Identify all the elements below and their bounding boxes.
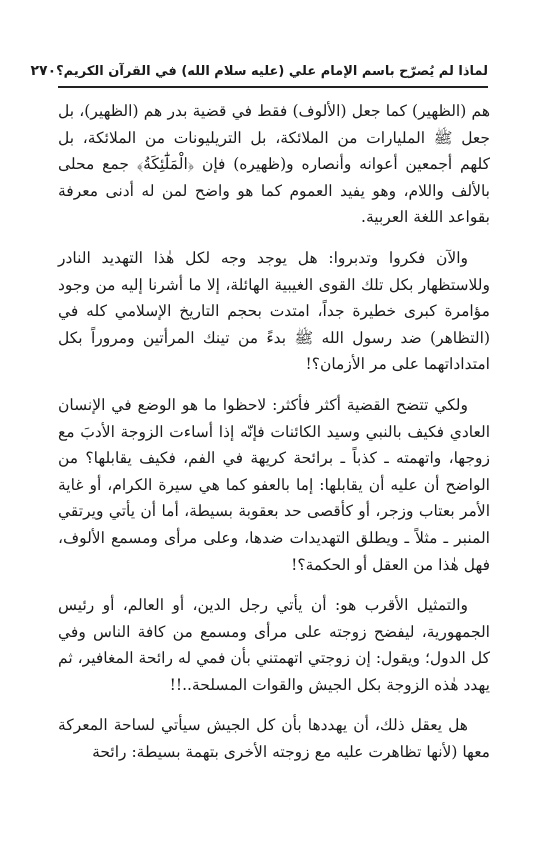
- paragraph-5: هل يعقل ذلك، أن يهددها بأن كل الجيش سيأتي لساحة المعركة معها (لأنها تظاهرت عليه مع زوجته الأخرى بتهمة بسيطة: رائحة: [58, 716, 490, 762]
- paragraph-2: والآن فكروا وتدبروا: هل يوجد وجه لكل هٰذا التهديد النادر وللاستظهار بكل تلك القوى الغيبية الهائلة، إلا ما أشرنا إليه من وجود مؤامرة كبرى خطيرة جداً، امتدت بحجم التاريخ الإسلامي كله في (التظاهر) ضد رسول الله ﷺ بدءً من تينك المرأتين ومروراً بكل امتداداتهما على مر الأزمان؟!: [58, 248, 490, 374]
- page-header: [30, 58, 488, 88]
- paragraph-1: هم (الظهير) كما جعل (الألوف) فقط في قضية بدر هم (الظهير)، بل جعل ﷺ المليارات من الملائكة، بل التريليونات من الملائكة، بل كلهم أجمعين أعوانه وأنصاره و(ظهيره) فإن ﴿الْمَلَٰٓئِكَةُ﴾ جمع محلى بالألف واللام، وهو يفيد العموم كما هو واضح لمن له أدنى معرفة بقواعد اللغة العربية.: [58, 102, 490, 227]
- page-number: ٢٧٠: [30, 63, 57, 79]
- paragraph-4: والتمثيل الأقرب هو: أن يأتي رجل الدين، أو العالم، أو رئيس الجمهورية، ليفضح زوجته على مرأى ومسمع من كافة الناس وفي كل الدول؛ ويقول: إن زوجتي اتهمتني بأن فمي له رائحة المغافير، ثم يهدد هٰذه الزوجة بكل الجيش والقوات المسلحة..!!: [58, 596, 490, 694]
- running-title: لماذا لم يُصرّح باسم الإمام علي (عليه سلام الله) في القرآن الكريم؟: [56, 63, 488, 79]
- body-text: [58, 98, 490, 780]
- paragraph-3: ولكي تتضح القضية أكثر فأكثر: لاحظوا ما هو الوضع في الإنسان العادي فكيف بالنبي وسيد الكائنات فإنّه إذا أساءت الزوجة الأدبَ مع زوجها، واتهمته ـ كذباً ـ برائحة كريهة في الفم، فكيف يقابلها؟ من الواضح أن عليه أن يقابلها: إما بالعفو كما هي سيرة الكرام، أو غاية الأمر بعتاب وزجر، أو كأقصى حد بعقوبة بسيطة، أما أن يأتي ويرتقي المنبر ـ مثلاً ـ ويطلق التهديدات ضدها، وعلى مرأى ومسمع الألوف، فهل هٰذا من العقل أو الحكمة؟!: [58, 395, 490, 574]
